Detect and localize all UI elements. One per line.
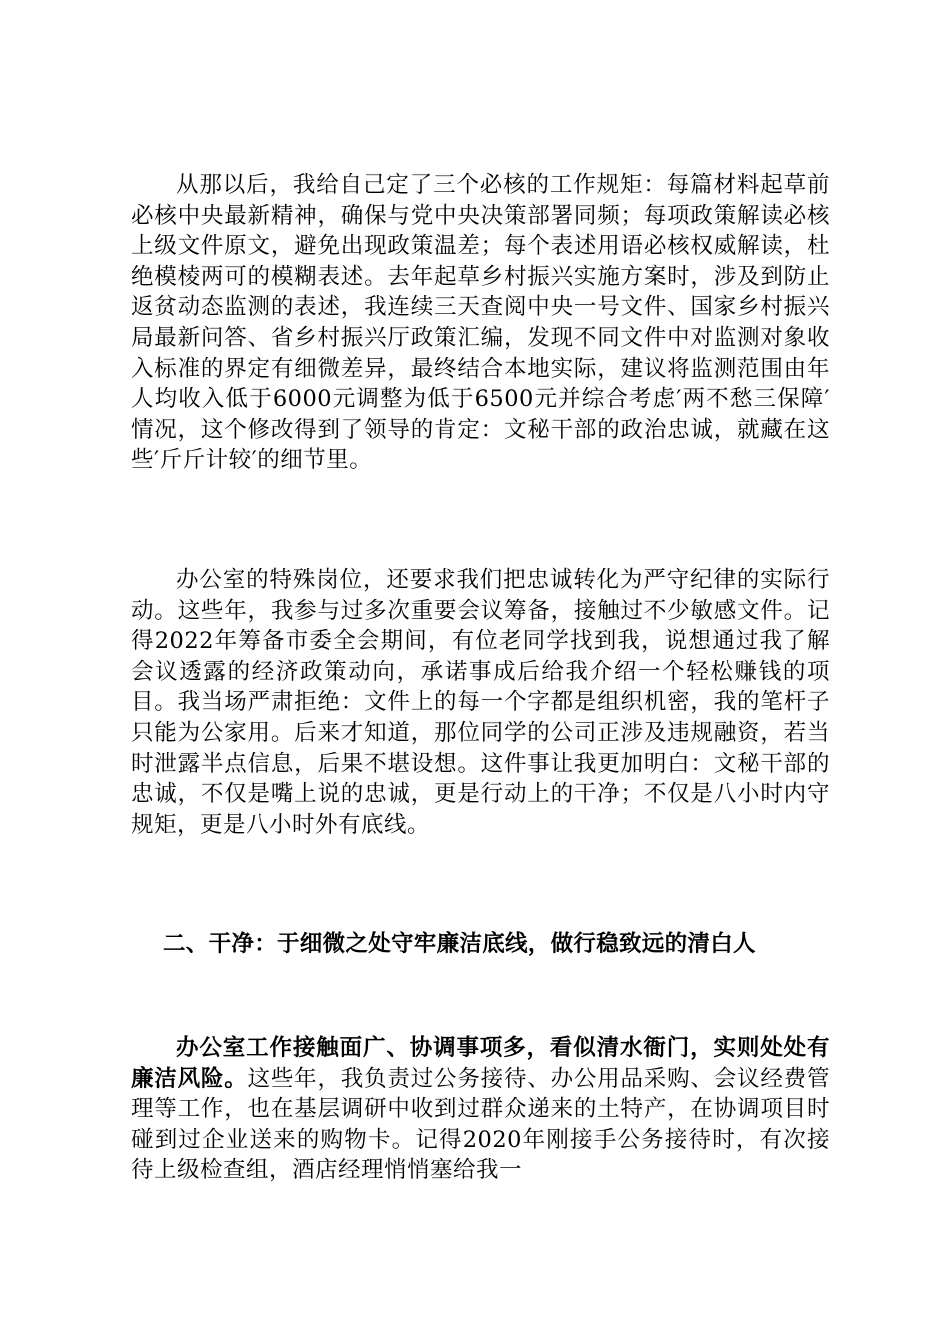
- section-heading-clean: 二、干净：于细微之处守牢廉洁底线，做行稳致远的清白人: [163, 931, 756, 957]
- paragraph-discipline: 办公室的特殊岗位，还要求我们把忠诚转化为严守纪律的实际行动。这些年，我参与过多次重要会议筹备，接触过不少敏感文件。记得2022年筹备市委全会期间，有位老同学找到我，说想通过我了解会议透露的经济政策动向，承诺事成后给我介绍一个轻松赚钱的项目。我当场严肃拒绝：文件上的每一个字都是组织机密，我的笔杆子只能为公家用。后来才知道，那位同学的公司正涉及违规融资，若当时泄露半点信息，后果不堪设想。这件事让我更加明白：文秘干部的忠诚，不仅是嘴上说的忠诚，更是行动上的干净；不仅是八小时内守规矩，更是八小时外有底线。: [131, 567, 830, 838]
- paragraph-lead-sentence: 办公室工作接触面广、协调事项多，看似清水衙门，实则处处有廉洁风险。: [131, 1035, 830, 1092]
- paragraph-work-rules: 从那以后，我给自己定了三个必核的工作规矩：每篇材料起草前必核中央最新精神，确保与党中央决策部署同频；每项政策解读必核上级文件原文，避免出现政策温差；每个表述用语必核权威解读，杜绝模棱两可的模糊表述。去年起草乡村振兴实施方案时，涉及到防止返贫动态监测的表述，我连续三天查阅中央一号文件、国家乡村振兴局最新问答、省乡村振兴厅政策汇编，发现不同文件中对监测对象收入标准的界定有细微差异，最终结合本地实际，建议将监测范围由年人均收入低于6000元调整为低于6500元并综合考虑′两不愁三保障′情况，这个修改得到了领导的肯定：文秘干部的政治忠诚，就藏在这些′斤斤计较′的细节里。: [131, 172, 830, 474]
- paragraph-body-text: 这些年，我负责过公务接待、办公用品采购、会议经费管理等工作，也在基层调研中收到过群众递来的土特产，在协调项目时碰到过企业送来的购物卡。记得2020年刚接手公务接待时，有次接待上级检查组，酒店经理悄悄塞给我一: [131, 1065, 830, 1184]
- paragraph-integrity-risk: [131, 1033, 830, 1186]
